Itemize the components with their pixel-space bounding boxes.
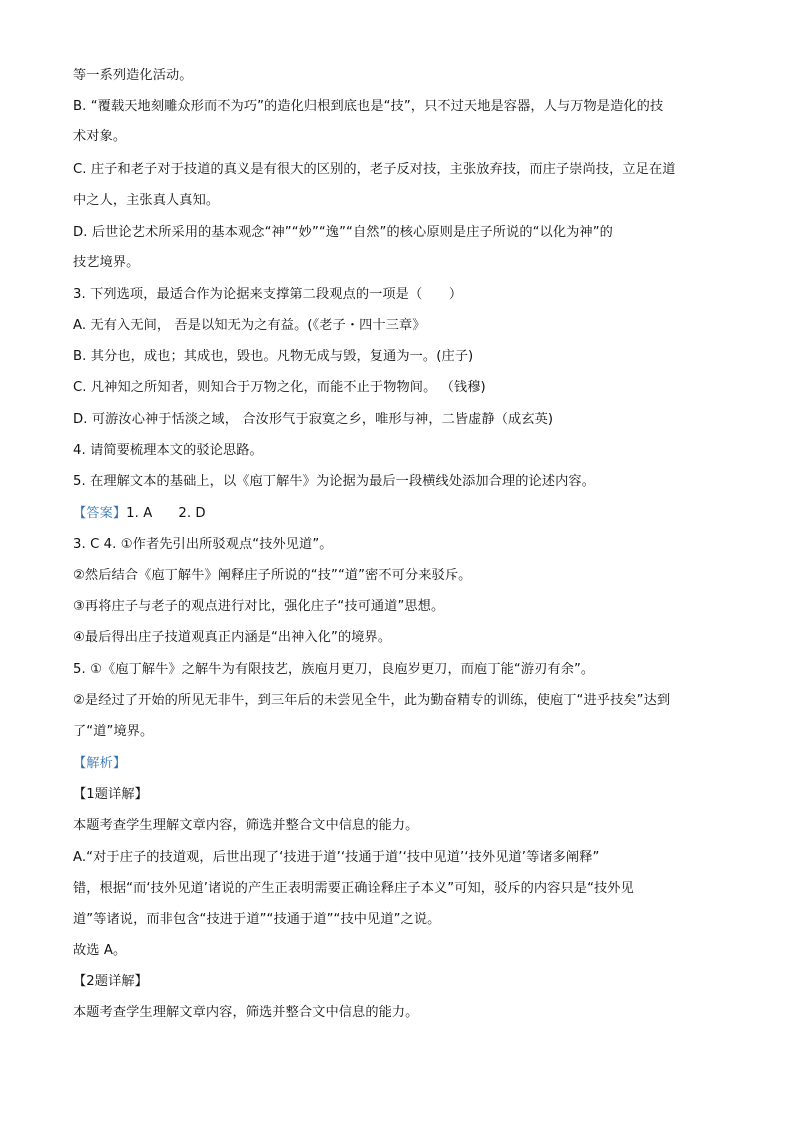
answer-line: ③再将庄子与老子的观点进行对比，强化庄子“技可通道”思想。 <box>73 599 445 614</box>
question-5: 5. 在理解文本的基础上，以《庖丁解牛》为论据为最后一段横线处添加合理的论述内容。 <box>73 474 595 489</box>
option-d-line-2: 技艺境界。 <box>73 255 140 270</box>
q1-line: 故选 A。 <box>73 943 127 958</box>
answer-line: ④最后得出庄子技道观真正内涵是“出神入化”的境界。 <box>73 630 392 645</box>
q1-tag: 【1题详解】 <box>73 787 148 802</box>
q1-line: A.“对于庄子的技道观，后世出现了‘技进于道’‘技通于道’‘技中见道’‘技外见道’等诸多阐释” <box>73 850 600 865</box>
question-4: 4. 请简要梳理本文的驳论思路。 <box>73 443 263 458</box>
q3-option-b: B. 其分也，成也；其成也，毁也。凡物无成与毁，复通为一。(庄子) <box>73 349 474 364</box>
answer-line: 5. ①《庖丁解牛》之解牛为有限技艺，族庖月更刀，良庖岁更刀，而庖丁能“游刃有余”。 <box>73 662 595 677</box>
answer-line: 了“道”境界。 <box>73 724 154 739</box>
answer-2: 2. D <box>178 506 206 521</box>
answer-line: ②是经过了开始的所见无非牛，到三年后的未尝见全牛，此为勤奋精专的训练，使庖丁“进乎技矣”达到 <box>73 693 671 708</box>
q3-option-a: A. 无有入无间， 吾是以知无为之有益。(《老子・四十三章》 <box>73 318 426 333</box>
analysis-tag: 【解析】 <box>73 756 127 771</box>
answer-heading-line <box>73 504 733 524</box>
q1-line: 本题考查学生理解文章内容，筛选并整合文中信息的能力。 <box>73 818 419 833</box>
q1-line: 错，根据“而‘技外见道’诸说的产生正表明需要正确诠释庄子本义”可知，驳斥的内容只是“技外见 <box>73 881 634 896</box>
answer-tag: 【答案】 <box>73 506 127 521</box>
answer-line: ②然后结合《庖丁解牛》阐释庄子所说的“技”“道”密不可分来驳斥。 <box>73 568 472 583</box>
option-b-line-1: B. “覆载天地刻雕众形而不为巧”的造化归根到底也是“技”，只不过天地是容器，人与万物是造化的技 <box>73 99 664 114</box>
q2-tag: 【2题详解】 <box>73 974 148 989</box>
option-c-line-1: C. 庄子和老子对于技道的真义是有很大的区别的，老子反对技，主张放弃技，而庄子崇尚技，立足在道 <box>73 162 676 177</box>
answer-1: 1. A <box>126 506 153 521</box>
answer-line: 3. C 4. ①作者先引出所驳观点“技外见道”。 <box>73 537 333 552</box>
q3-option-d: D. 可游汝心神于恬淡之域， 合汝形气于寂寞之乡，唯形与神，二皆虚静（成玄英) <box>73 412 554 427</box>
question-3: 3. 下列选项，最适合作为论据来支撑第二段观点的一项是（ ） <box>73 287 463 302</box>
q2-line: 本题考查学生理解文章内容，筛选并整合文中信息的能力。 <box>73 1005 419 1020</box>
q3-option-c: C. 凡神知之所知者，则知合于万物之化，而能不止于物物间。 （钱穆) <box>73 380 486 395</box>
option-c-line-2: 中之人，主张真人真知。 <box>73 193 220 208</box>
text-line: 等一系列造化活动。 <box>73 68 193 83</box>
option-d-line-1: D. 后世论艺术所采用的基本观念“神”“妙”“逸”“自然”的核心原则是庄子所说的“以化为神”的 <box>73 225 613 240</box>
option-b-line-2: 术对象。 <box>73 129 127 144</box>
q1-line: 道”等诸说，而非包含“技进于道”“技通于道”“技中见道”之说。 <box>73 912 441 927</box>
